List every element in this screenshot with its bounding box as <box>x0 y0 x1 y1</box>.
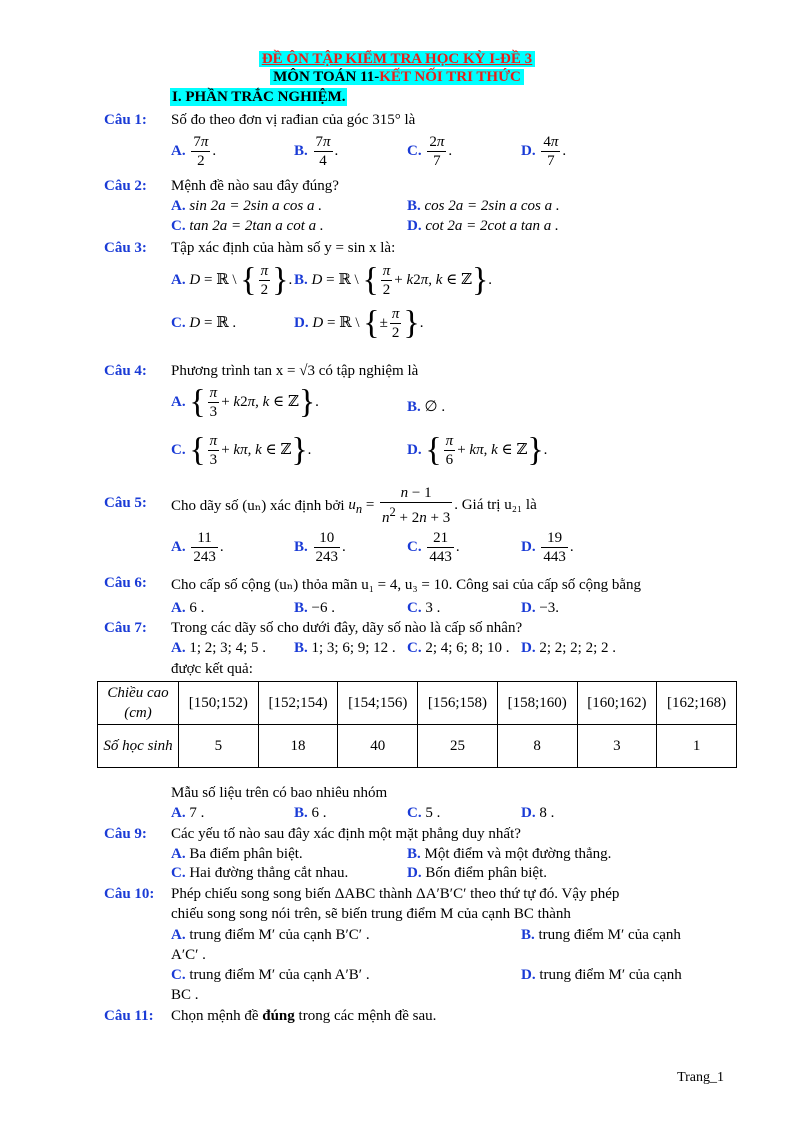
q5-option-c: C. $\frac{21}{443}$ . <box>407 530 460 565</box>
section-heading: I. PHẦN TRẮC NGHIỆM. <box>172 89 346 105</box>
question-10-stem-line1: Phép chiếu song song biến ΔABC thành ΔA′B′C′ theo thứ tự đó. Vậy phép <box>171 886 620 902</box>
question-8-intro: được kết quả: <box>171 661 253 677</box>
q2-option-a: A. sin 2a = 2sin a cos a . <box>171 198 322 214</box>
table-cell: [158;160) <box>497 682 577 725</box>
question-11-label: Câu 11: <box>104 1008 154 1024</box>
q5-option-a: A. $\frac{11}{243}$ . <box>171 530 224 565</box>
table-cell: 1 <box>657 725 737 768</box>
question-10-stem-line2: chiếu song song nói trên, sẽ biến trung điểm M của cạnh BC thành <box>171 906 571 922</box>
q3-option-c: C. D = ℝ . <box>171 315 237 331</box>
q5-option-d: D. $\frac{19}{443}$ . <box>521 530 574 565</box>
question-3-label: Câu 3: <box>104 240 147 256</box>
table-cell: 8 <box>497 725 577 768</box>
q7-option-b: B. 1; 3; 6; 9; 12 . <box>294 640 396 656</box>
table-cell: [150;152) <box>179 682 259 725</box>
q10-option-d: D. trung điểm M′ của cạnh <box>521 967 682 983</box>
q8-option-b: B. 6 . <box>294 805 327 821</box>
table-cell: [160;162) <box>577 682 657 725</box>
question-7-label: Câu 7: <box>104 620 147 636</box>
q7-option-c: C. 2; 4; 6; 8; 10 . <box>407 640 510 656</box>
q10-option-b-cont: A′C′ . <box>171 947 206 963</box>
q4-option-d: D. { $\frac{\pi}{6}$ + kπ, k ∈ ℤ}. <box>407 431 548 469</box>
question-2-label: Câu 2: <box>104 178 147 194</box>
table-cell: [154;156) <box>338 682 418 725</box>
q3-option-b: B. D = ℝ \ { $\frac{\pi}{2}$ + k2π, k ∈ ℤ}. <box>294 261 493 299</box>
question-4-label: Câu 4: <box>104 363 147 379</box>
q3-option-d: D. D = ℝ \ {± $\frac{\pi}{2}$ }. <box>294 304 424 342</box>
table-cell: [152;154) <box>258 682 338 725</box>
q1-option-d: D. $\frac{4\pi}{7}$ . <box>521 134 567 169</box>
q1-option-b: B. $\frac{7\pi}{4}$ . <box>294 134 339 169</box>
question-7-stem: Trong các dãy số cho dưới đây, dãy số nào là cấp số nhân? <box>171 620 523 636</box>
page-number: Trang_1 <box>677 1070 724 1085</box>
table-header-students: Số học sinh <box>98 725 179 768</box>
question-4-stem: Phương trình tan x = √3 có tập nghiệm là <box>171 363 419 379</box>
q3-option-a: A. D = ℝ \ { $\frac{\pi}{2}$ }. <box>171 261 293 299</box>
q8-option-a: A. 7 . <box>171 805 205 821</box>
q8-option-c: C. 5 . <box>407 805 441 821</box>
q1-option-a: A. $\frac{7\pi}{2}$ . <box>171 134 217 169</box>
q9-option-c: C. Hai đường thẳng cắt nhau. <box>171 865 349 881</box>
question-6-label: Câu 6: <box>104 575 147 591</box>
q5-option-b: B. $\frac{10}{243}$ . <box>294 530 346 565</box>
q10-option-a: A. trung điểm M′ của cạnh B′C′ . <box>171 927 370 943</box>
question-1-label: Câu 1: <box>104 112 147 128</box>
table-row <box>98 682 737 725</box>
q6-option-a: A. 6 . <box>171 600 205 616</box>
table-cell: [162;168) <box>657 682 737 725</box>
q10-option-b: B. trung điểm M′ của cạnh <box>521 927 681 943</box>
q6-option-b: B. −6 . <box>294 600 335 616</box>
question-10-label: Câu 10: <box>104 886 155 902</box>
table-cell: 25 <box>418 725 498 768</box>
table-cell: 18 <box>258 725 338 768</box>
q4-option-c: C. { $\frac{\pi}{3}$ + kπ, k ∈ ℤ}. <box>171 431 312 469</box>
q7-option-a: A. 1; 2; 3; 4; 5 . <box>171 640 267 656</box>
height-frequency-table <box>97 681 737 768</box>
q2-option-c: C. tan 2a = 2tan a cot a . <box>171 218 324 234</box>
q10-option-d-cont: BC . <box>171 987 199 1003</box>
q2-option-b: B. cos 2a = 2sin a cos a . <box>407 198 560 214</box>
q7-option-d: D. 2; 2; 2; 2; 2 . <box>521 640 617 656</box>
q4-option-a: A. { $\frac{\pi}{3}$ + k2π, k ∈ ℤ}. <box>171 383 319 421</box>
q1-option-c: C. $\frac{2\pi}{7}$ . <box>407 134 453 169</box>
table-cell: [156;158) <box>418 682 498 725</box>
exam-subtitle: MÔN TOÁN 11-KẾT NỐI TRI THỨC <box>0 68 794 86</box>
q8-option-d: D. 8 . <box>521 805 555 821</box>
question-8-stem: Mẫu số liệu trên có bao nhiêu nhóm <box>171 785 388 801</box>
question-11-stem: Chọn mệnh đề đúng trong các mệnh đề sau. <box>171 1008 437 1024</box>
table-cell: 40 <box>338 725 418 768</box>
q2-option-d: D. cot 2a = 2cot a tan a . <box>407 218 559 234</box>
question-5-stem: Cho dãy số (uₙ) xác định bởi $u_n$ = $\frac{n - 1}{n^2 + 2n + 3}$ . Giá trị u₂₁ là <box>171 485 537 526</box>
table-cell: 5 <box>179 725 259 768</box>
question-9-stem: Các yếu tố nào sau đây xác định một mặt phẳng duy nhất? <box>171 826 521 842</box>
q9-option-a: A. Ba điểm phân biệt. <box>171 846 303 862</box>
question-3-stem: Tập xác định của hàm số y = sin x là: <box>171 240 396 256</box>
q4-option-b: B. ∅ . <box>407 399 446 415</box>
question-6-stem: Cho cấp số cộng (uₙ) thỏa mãn u₁ = 4, u₃ = 10. Công sai của cấp số cộng bằng <box>171 577 642 593</box>
table-header-height: Chiều cao (cm) <box>98 682 179 725</box>
q6-option-c: C. 3 . <box>407 600 441 616</box>
question-5-label: Câu 5: <box>104 495 147 511</box>
exam-title: ĐỀ ÔN TẬP KIỂM TRA HỌC KỲ I-ĐỀ 3 <box>0 50 794 68</box>
q9-option-b: B. Một điểm và một đường thẳng. <box>407 846 612 862</box>
table-cell: 3 <box>577 725 657 768</box>
q9-option-d: D. Bốn điểm phân biệt. <box>407 865 547 881</box>
question-9-label: Câu 9: <box>104 826 147 842</box>
q10-option-c: C. trung điểm M′ của cạnh A′B′ . <box>171 967 370 983</box>
table-row <box>98 725 737 768</box>
q6-option-d: D. −3. <box>521 600 560 616</box>
question-1-stem: Số đo theo đơn vị rađian của góc 315° là <box>171 112 416 128</box>
question-2-stem: Mệnh đề nào sau đây đúng? <box>171 178 339 194</box>
